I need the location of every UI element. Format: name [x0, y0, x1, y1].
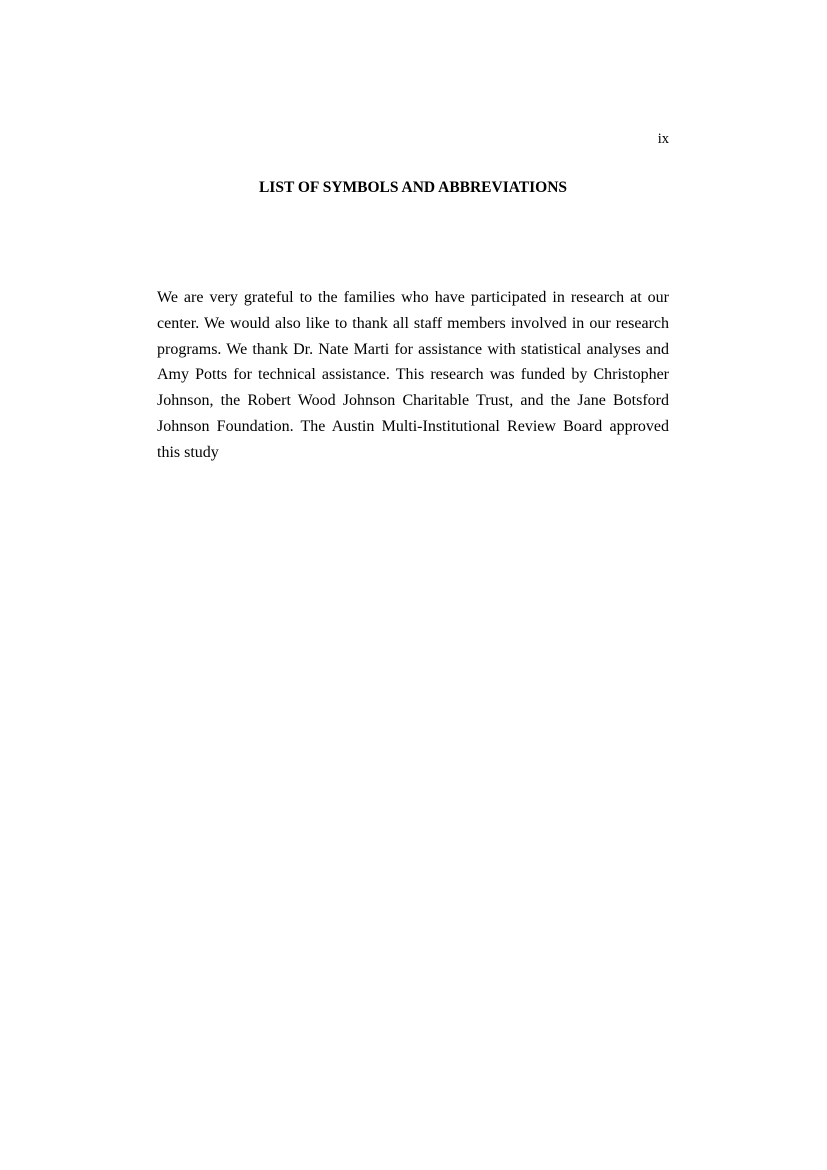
- paragraph-line: We are very grateful to the families who have participated in research at our: [157, 289, 669, 306]
- paragraph-line: center. We would also like to thank all staff members involved in our research: [157, 314, 669, 332]
- paragraph-line: Amy Potts for technical assistance. This research was funded by Christopher: [157, 366, 669, 384]
- paragraph-line: Johnson, the Robert Wood Johnson Charitable Trust, and the Jane Botsford: [157, 392, 669, 410]
- paragraph-line: Johnson Foundation. The Austin Multi-Institutional Review Board approved: [157, 417, 669, 435]
- acknowledgment-paragraph: [157, 285, 669, 466]
- page-number: ix: [657, 131, 669, 147]
- page-title: LIST OF SYMBOLS AND ABBREVIATIONS: [258, 179, 568, 196]
- paragraph-line: programs. We thank Dr. Nate Marti for assistance with statistical analyses and: [157, 340, 669, 358]
- paragraph-line: this study: [157, 443, 219, 461]
